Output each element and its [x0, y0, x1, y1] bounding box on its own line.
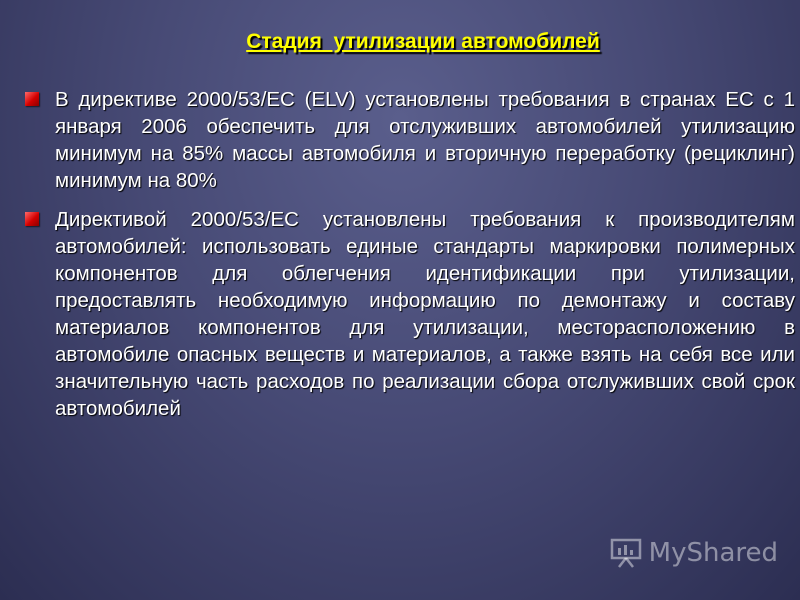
slide-title: Стадия утилизации автомобилей — [246, 30, 600, 53]
red-square-bullet-icon — [25, 92, 39, 106]
red-square-bullet-icon — [25, 212, 39, 226]
watermark-logo — [609, 536, 778, 570]
watermark-text: MyShared — [648, 538, 778, 568]
bullet-text: В директиве 2000/53/ЕС (ELV) установлены требования в странах ЕС с 1 января 2006 обеспечить для отслуживших автомобилей утилизацию минимум на 85% массы автомобиля и вторичную переработку (рециклинг) минимум на 80% — [55, 88, 795, 192]
bullet-list — [25, 86, 795, 434]
bullet-item — [25, 206, 795, 422]
presentation-board-icon — [609, 536, 643, 570]
bullet-text: Директивой 2000/53/ЕС установлены требования к производителям автомобилей: использовать единые стандарты маркировки полимерных компонентов для облегчения идентификации при утилизации, предоставлять необходимую информацию по демонтажу и составу материалов компонентов для утилизации, месторасположению в автомобиле опасных веществ и материалов, а также взять на себя все или значительную часть расходов по реализации сбора отслуживших свой срок автомобилей — [55, 208, 795, 420]
bullet-item — [25, 86, 795, 194]
